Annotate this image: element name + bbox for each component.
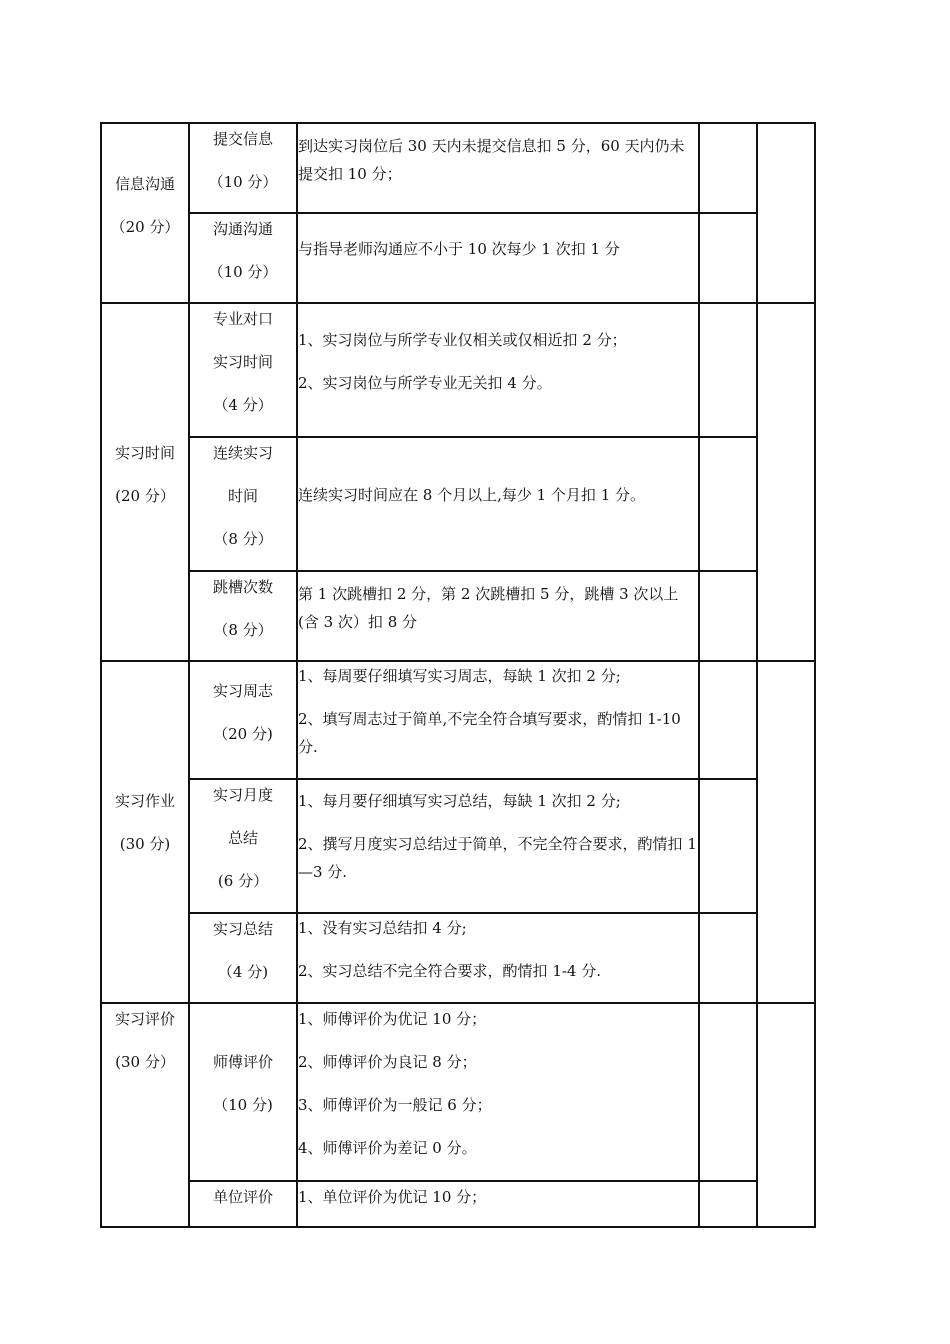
rule-text: 2、撰写月度实习总结过于简单，不完全符合要求，酌情扣 1—3 分. — [298, 835, 697, 881]
item-points: (6 分） — [217, 872, 269, 890]
item-name: 师傅评价 — [212, 1053, 273, 1071]
category-points: (30 分） — [115, 1053, 175, 1071]
rule-cell — [297, 303, 699, 437]
scoring-table — [100, 122, 816, 1228]
rule-cell — [297, 913, 699, 1003]
score-cell — [757, 123, 815, 303]
category-name: 实习时间 — [114, 444, 175, 462]
rule-text: 第 1 次跳槽扣 2 分，第 2 次跳槽扣 5 分，跳槽 3 次以上(含 3 次）扣 8 分 — [298, 585, 679, 631]
table-row — [101, 779, 815, 913]
item-cell — [189, 213, 297, 303]
rule-text: 与指导老师沟通应不小于 10 次每少 1 次扣 1 分 — [298, 240, 620, 258]
category-cell — [101, 1003, 189, 1227]
item-points: （4 分） — [213, 396, 273, 414]
item-cell — [189, 571, 297, 661]
rule-text: 2、师傅评价为良记 8 分； — [298, 1053, 477, 1071]
table-row — [101, 571, 815, 661]
rule-cell — [297, 437, 699, 571]
score-cell — [699, 213, 757, 303]
rule-text: 1、单位评价为优记 10 分； — [298, 1188, 487, 1206]
item-points: （10 分) — [213, 1096, 273, 1114]
category-points: (30 分) — [119, 835, 171, 853]
rule-text: 到达实习岗位后 30 天内未提交信息扣 5 分，60 天内仍未提交扣 10 分； — [298, 137, 685, 183]
category-points: (20 分） — [115, 487, 175, 505]
category-name: 信息沟通 — [114, 175, 175, 193]
rule-text: 2、实习岗位与所学专业无关扣 4 分。 — [298, 374, 552, 392]
item-name: 时间 — [227, 487, 258, 505]
item-name: 单位评价 — [212, 1188, 273, 1206]
category-name: 实习评价 — [114, 1010, 175, 1028]
score-cell — [757, 661, 815, 1003]
table-row — [101, 123, 815, 213]
item-name: 沟通沟通 — [212, 220, 273, 238]
item-points: （10 分） — [208, 173, 278, 191]
item-name: 跳槽次数 — [212, 578, 273, 596]
rule-cell — [297, 213, 699, 303]
category-cell — [101, 123, 189, 303]
rule-text: 1、实习岗位与所学专业仅相关或仅相近扣 2 分； — [298, 331, 627, 349]
table-row — [101, 913, 815, 1003]
table-row — [101, 213, 815, 303]
score-cell — [757, 303, 815, 661]
table-row — [101, 1003, 815, 1181]
score-cell — [757, 1003, 815, 1227]
rule-text: 连续实习时间应在 8 个月以上,每少 1 个月扣 1 分。 — [298, 486, 646, 504]
item-cell — [189, 779, 297, 913]
rule-cell — [297, 661, 699, 779]
item-cell — [189, 1003, 297, 1181]
item-cell — [189, 1181, 297, 1227]
rule-text: 4、师傅评价为差记 0 分。 — [298, 1139, 477, 1157]
score-cell — [699, 123, 757, 213]
rule-text: 3、师傅评价为一般记 6 分； — [298, 1096, 492, 1114]
category-name: 实习作业 — [114, 792, 175, 810]
table-row — [101, 437, 815, 571]
item-points: （20 分) — [213, 725, 273, 743]
item-points: （8 分） — [213, 621, 273, 639]
table-row — [101, 1181, 815, 1227]
rule-cell — [297, 571, 699, 661]
rule-text: 2、填写周志过于简单,不完全符合填写要求，酌情扣 1-10 分. — [298, 710, 681, 756]
item-cell — [189, 437, 297, 571]
score-cell — [699, 661, 757, 779]
score-cell — [699, 303, 757, 437]
item-cell — [189, 913, 297, 1003]
item-points: （10 分） — [208, 263, 278, 281]
item-name: 实习总结 — [212, 920, 273, 938]
rule-text: 1、每周要仔细填写实习周志，每缺 1 次扣 2 分; — [298, 667, 621, 685]
score-cell — [699, 437, 757, 571]
score-cell — [699, 571, 757, 661]
item-name: 提交信息 — [212, 130, 273, 148]
score-cell — [699, 913, 757, 1003]
score-cell — [699, 779, 757, 913]
item-points: （8 分） — [213, 530, 273, 548]
item-name: 实习月度 — [212, 786, 273, 804]
item-cell — [189, 303, 297, 437]
rule-cell — [297, 779, 699, 913]
item-name: 总结 — [227, 829, 258, 847]
item-name: 实习时间 — [212, 353, 273, 371]
rule-cell — [297, 1181, 699, 1227]
item-cell — [189, 123, 297, 213]
item-name: 实习周志 — [212, 682, 273, 700]
rule-cell — [297, 1003, 699, 1181]
item-points: （4 分) — [217, 963, 269, 981]
rule-cell — [297, 123, 699, 213]
item-name: 专业对口 — [212, 310, 273, 328]
item-cell — [189, 661, 297, 779]
score-cell — [699, 1181, 757, 1227]
score-cell — [699, 1003, 757, 1181]
rule-text: 2、实习总结不完全符合要求，酌情扣 1-4 分. — [298, 962, 602, 980]
table-row — [101, 661, 815, 779]
category-cell — [101, 661, 189, 1003]
category-cell — [101, 303, 189, 661]
rule-text: 1、每月要仔细填写实习总结，每缺 1 次扣 2 分; — [298, 792, 621, 810]
category-points: （20 分） — [110, 218, 180, 236]
item-name: 连续实习 — [212, 444, 273, 462]
rule-text: 1、没有实习总结扣 4 分; — [298, 919, 467, 937]
rule-text: 1、师傅评价为优记 10 分； — [298, 1010, 487, 1028]
table-row — [101, 303, 815, 437]
